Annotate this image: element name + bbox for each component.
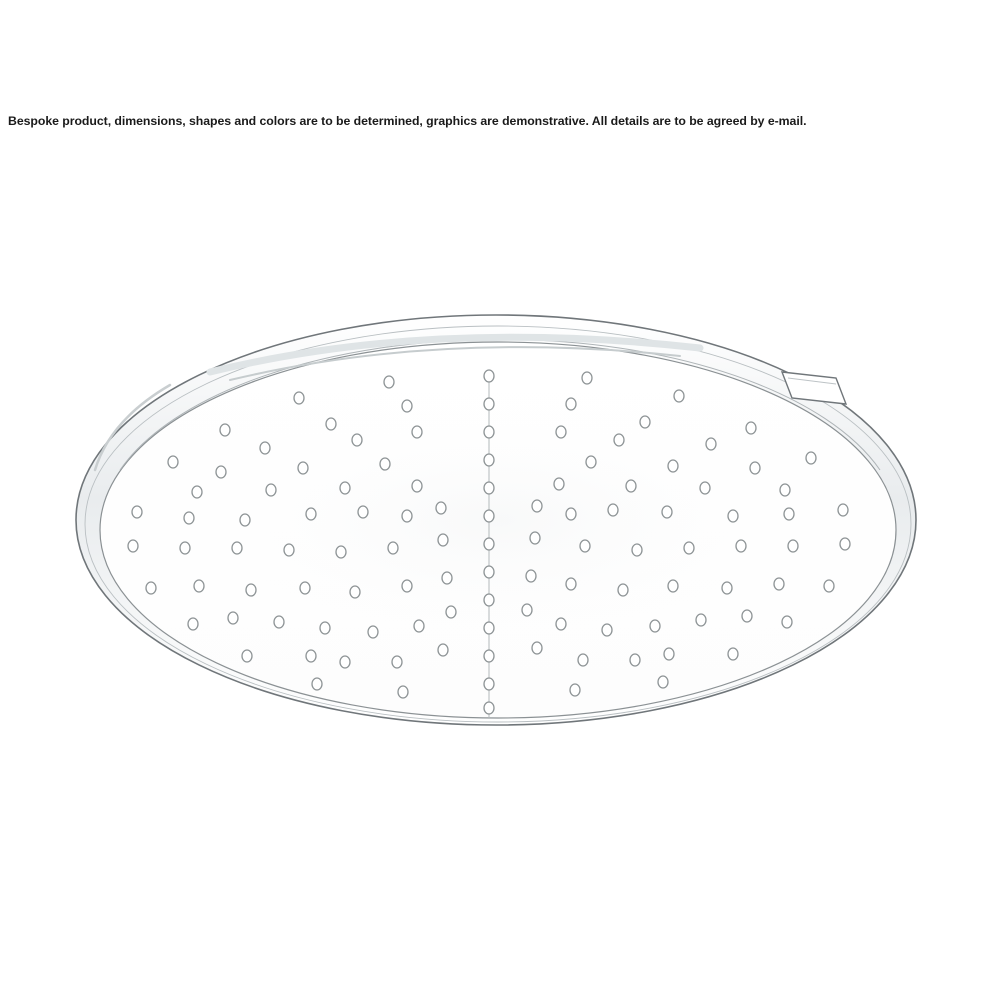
disclaimer-text: Bespoke product, dimensions, shapes and colors are to be determined, graphics are demonstrative. All details are to be agreed by e-mail. (8, 114, 807, 128)
